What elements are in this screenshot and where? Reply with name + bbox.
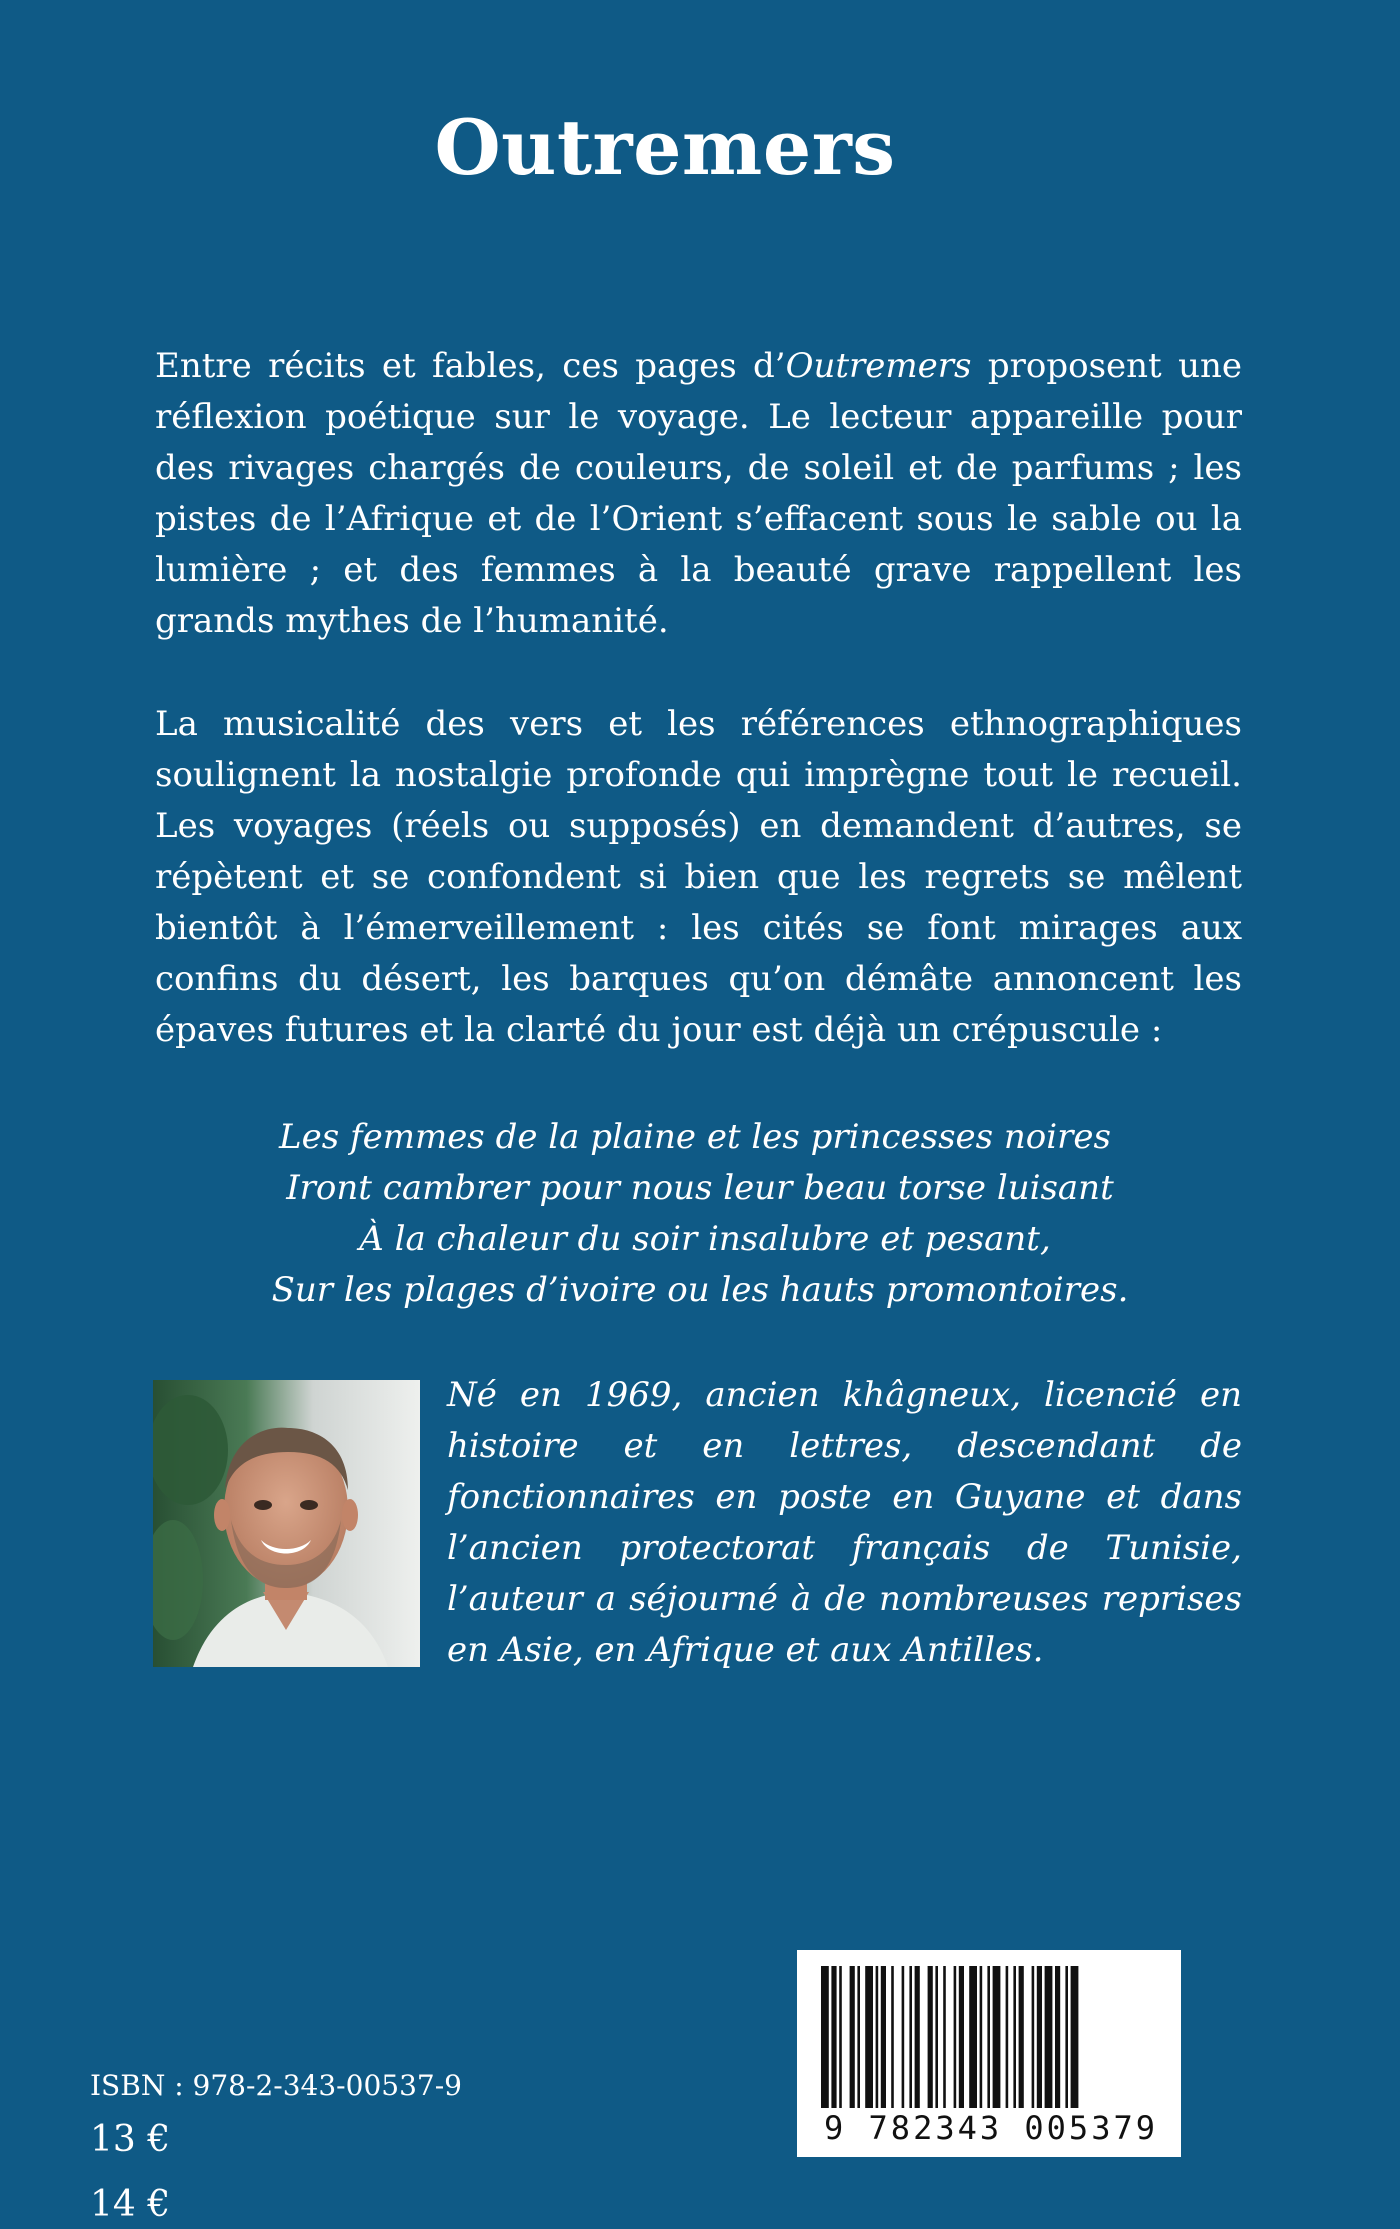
verse-line: Iront cambrer pour nous leur beau torse luisant — [286, 1168, 1114, 1208]
barcode-bar — [865, 1966, 873, 2108]
price: 13 € — [90, 2119, 171, 2160]
barcode-bar — [891, 1966, 894, 2108]
barcode-digits: 9 782343 005379 — [824, 2109, 1158, 2147]
barcode-bar — [831, 1966, 836, 2108]
barcode-bar — [954, 1966, 957, 2108]
barcode-bar — [1019, 1966, 1024, 2108]
barcode-bar — [876, 1966, 879, 2108]
barcode-bar — [928, 1966, 933, 2108]
barcode-bar — [857, 1966, 860, 2108]
summary-text-start: Entre récits et fables, ces pages d’ — [155, 346, 786, 386]
barcode-bar — [1071, 1966, 1079, 2108]
summary-paragraph-2: La musicalité des vers et les références ethnographiques soulignent la nostalgie profonde qui imprègne tout le recueil. Les voyages (réels ou supposés) en demandent d’autres, se répètent et se confondent si bien que les regrets se mêlent bientôt à l’émerveillement : les cités se font mirages aux confins du désert, les barques qu’on démâte annoncent les épaves futures et la clarté du jour est déjà un crépuscule : — [155, 704, 1242, 1050]
barcode-bar — [959, 1966, 964, 2108]
barcode-bar — [935, 1966, 938, 2108]
barcode-bar — [1032, 1966, 1035, 2108]
barcode-bar — [943, 1966, 946, 2108]
verse-line: Sur les plages d’ivoire ou les hauts promontoires. — [271, 1270, 1129, 1310]
barcode-bar — [909, 1966, 912, 2108]
verse-line: À la chaleur du soir insalubre et pesant, — [359, 1219, 1051, 1259]
barcode-bar — [915, 1966, 920, 2108]
barcode-bar — [1006, 1966, 1009, 2108]
barcode-bar — [839, 1966, 842, 2108]
author-photo — [153, 1380, 420, 1667]
isbn-number: ISBN : 978-2-343-00537-9 — [90, 2069, 462, 2102]
barcode-bar — [850, 1966, 855, 2108]
barcode-bar — [969, 1966, 977, 2108]
barcode-bar — [993, 1966, 1001, 2108]
barcode-bar — [902, 1966, 905, 2108]
barcode-bar — [1065, 1966, 1068, 2108]
isbn-barcode — [797, 1950, 1181, 2157]
summary-text-end: proposent une réflexion poétique sur le voyage. Le lecteur appareille pour des rivages chargés de couleurs, de soleil et de parfums ; les pistes de l’Afrique et de l’Orient s’effacent sous le sable ou la lumière ; et des femmes à la beauté grave rappellent les grands mythes de l’humanité. — [155, 346, 1242, 641]
book-title: Outremers — [434, 103, 896, 192]
verse-line: Les femmes de la plaine et les princesses noires — [279, 1117, 1111, 1157]
barcode-bar — [1037, 1966, 1042, 2108]
barcode-bar — [1045, 1966, 1053, 2108]
price: 14 € — [90, 2184, 171, 2225]
summary-paragraph-1 — [155, 341, 1242, 647]
barcode-bar — [1055, 1966, 1060, 2108]
barcode-bar — [821, 1966, 829, 2108]
barcode-bar — [987, 1966, 990, 2108]
author-bio: Né en 1969, ancien khâgneux, licencié en histoire et en lettres, descendant de fonctionnaires en poste en Guyane et dans l’ancien protectorat français de Tunisie, l’auteur a séjourné à de nombreuses reprises en Asie, en Afrique et aux Antilles. — [447, 1375, 1242, 1670]
barcode-bar — [881, 1966, 886, 2108]
verse-excerpt — [0, 1112, 1400, 1316]
barcode-bar — [980, 1966, 983, 2108]
summary-title-italic: Outremers — [785, 346, 972, 386]
barcode-bar — [1013, 1966, 1016, 2108]
